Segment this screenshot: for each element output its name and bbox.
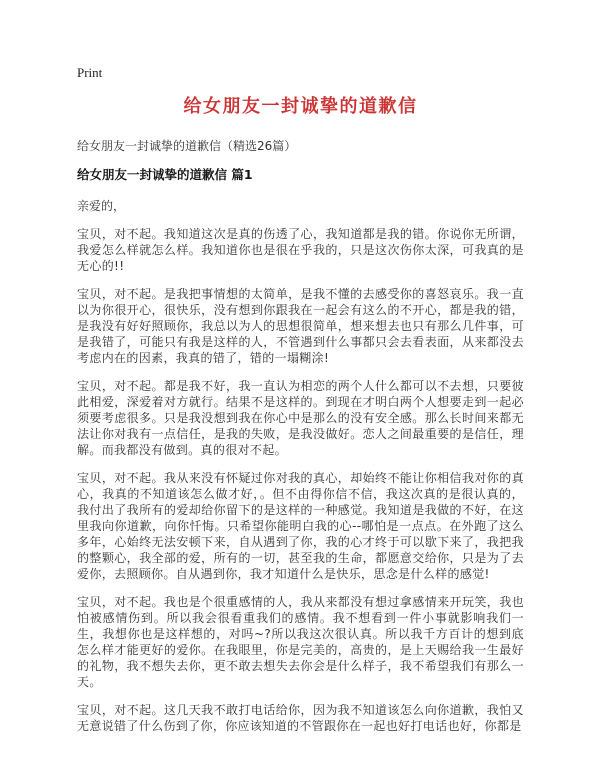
letter-paragraph: 宝贝，对不起。这几天我不敢打电话给你，因为我不知道该怎么向你道歉，我怕又无意说错了什么伤到了你，你应该知道的不管跟你在一起也好打电话也好，你都是 — [77, 703, 524, 733]
section-heading-part1: 给女朋友一封诚挚的道歉信 篇1 — [77, 167, 253, 182]
letter-salutation: 亲爱的， — [77, 199, 126, 213]
letter-paragraph: 宝贝，对不起。是我把事情想的太简单，是我不懂的去感受你的喜怒哀乐。我一直以为你很开心，很快乐，没有想到你跟我在一起会有这么的不开心，都是我的错，是我没有好好照顾你，我总以为人的思想很简单，想来想去也只有那么几件事，可是我错了，可能只有我是这样的人，不管遇到什么事都只会去看表面，从来都没去考虑内在的因素，我真的错了，错的一塌糊涂! — [77, 287, 524, 365]
letter-paragraph: 宝贝，对不起。都是我不好，我一直认为相恋的两个人什么都可以不去想，只要彼此相爱，深爱着对方就行。结果不是这样的。到现在才明白两个人想要走到一起必须要考虑很多。只是我没想到我在你心中是那么的没有安全感。那么长时间来都无法让你对我有一点信任，是我的失败，是我没做好。恋人之间最重要的是信任，理解。而我都没有做到。真的很对不起。 — [77, 379, 524, 457]
page-title: 给女朋友一封诚挚的道歉信 — [183, 96, 418, 117]
letter-paragraph: 宝贝，对不起。我从来没有怀疑过你对我的真心，却始终不能让你相信我对你的真心，我真的不知道该怎么做才好，。但不由得你信不信，我这次真的是很认真的，我付出了我所有的爱却给你留下的是这样的一种感觉。我知道是我做的不好，在这里我向你道歉，向你忏悔。只希望你能明白我的心--哪怕是一点点。在外跑了这么多年，心始终无法安顿下来，自从遇到了你，我的心才终于可以歇下来了，我把我的整颗心，我全部的爱，所有的一切，甚至我的生命，都愿意交给你，只是为了去爱你，去照顾你。自从遇到你，我才知道什么是快乐，思念是什么样的感觉! — [77, 471, 524, 581]
letter-paragraph: 宝贝，对不起。我知道这次是真的伤透了心，我知道都是我的错。你说你无所谓，我爱怎么样就怎么样。我知道你也是很在乎我的，只是这次伤你太深，可我真的是无心的!! — [77, 227, 524, 273]
collection-subtitle: 给女朋友一封诚挚的道歉信（精选26篇） — [77, 139, 297, 153]
print-button[interactable]: Print — [77, 65, 103, 80]
letter-paragraph: 宝贝，对不起。我也是个很重感情的人，我从来都没有想过拿感情来开玩笑，我也怕被感情伤到。所以我会很看重我们的感情。我不想看到一件小事就影响我们一生，我想你也是这样想的，对吗~?所以我这次很认真。所以我千方百计的想到底怎么样才能更好的爱你。在我眼里，你是完美的，高贵的，是上天赐给我一生最好的礼物，我不想失去你，更不敢去想失去你会是什么样子，我不希望我们有那么一天。 — [77, 595, 524, 689]
